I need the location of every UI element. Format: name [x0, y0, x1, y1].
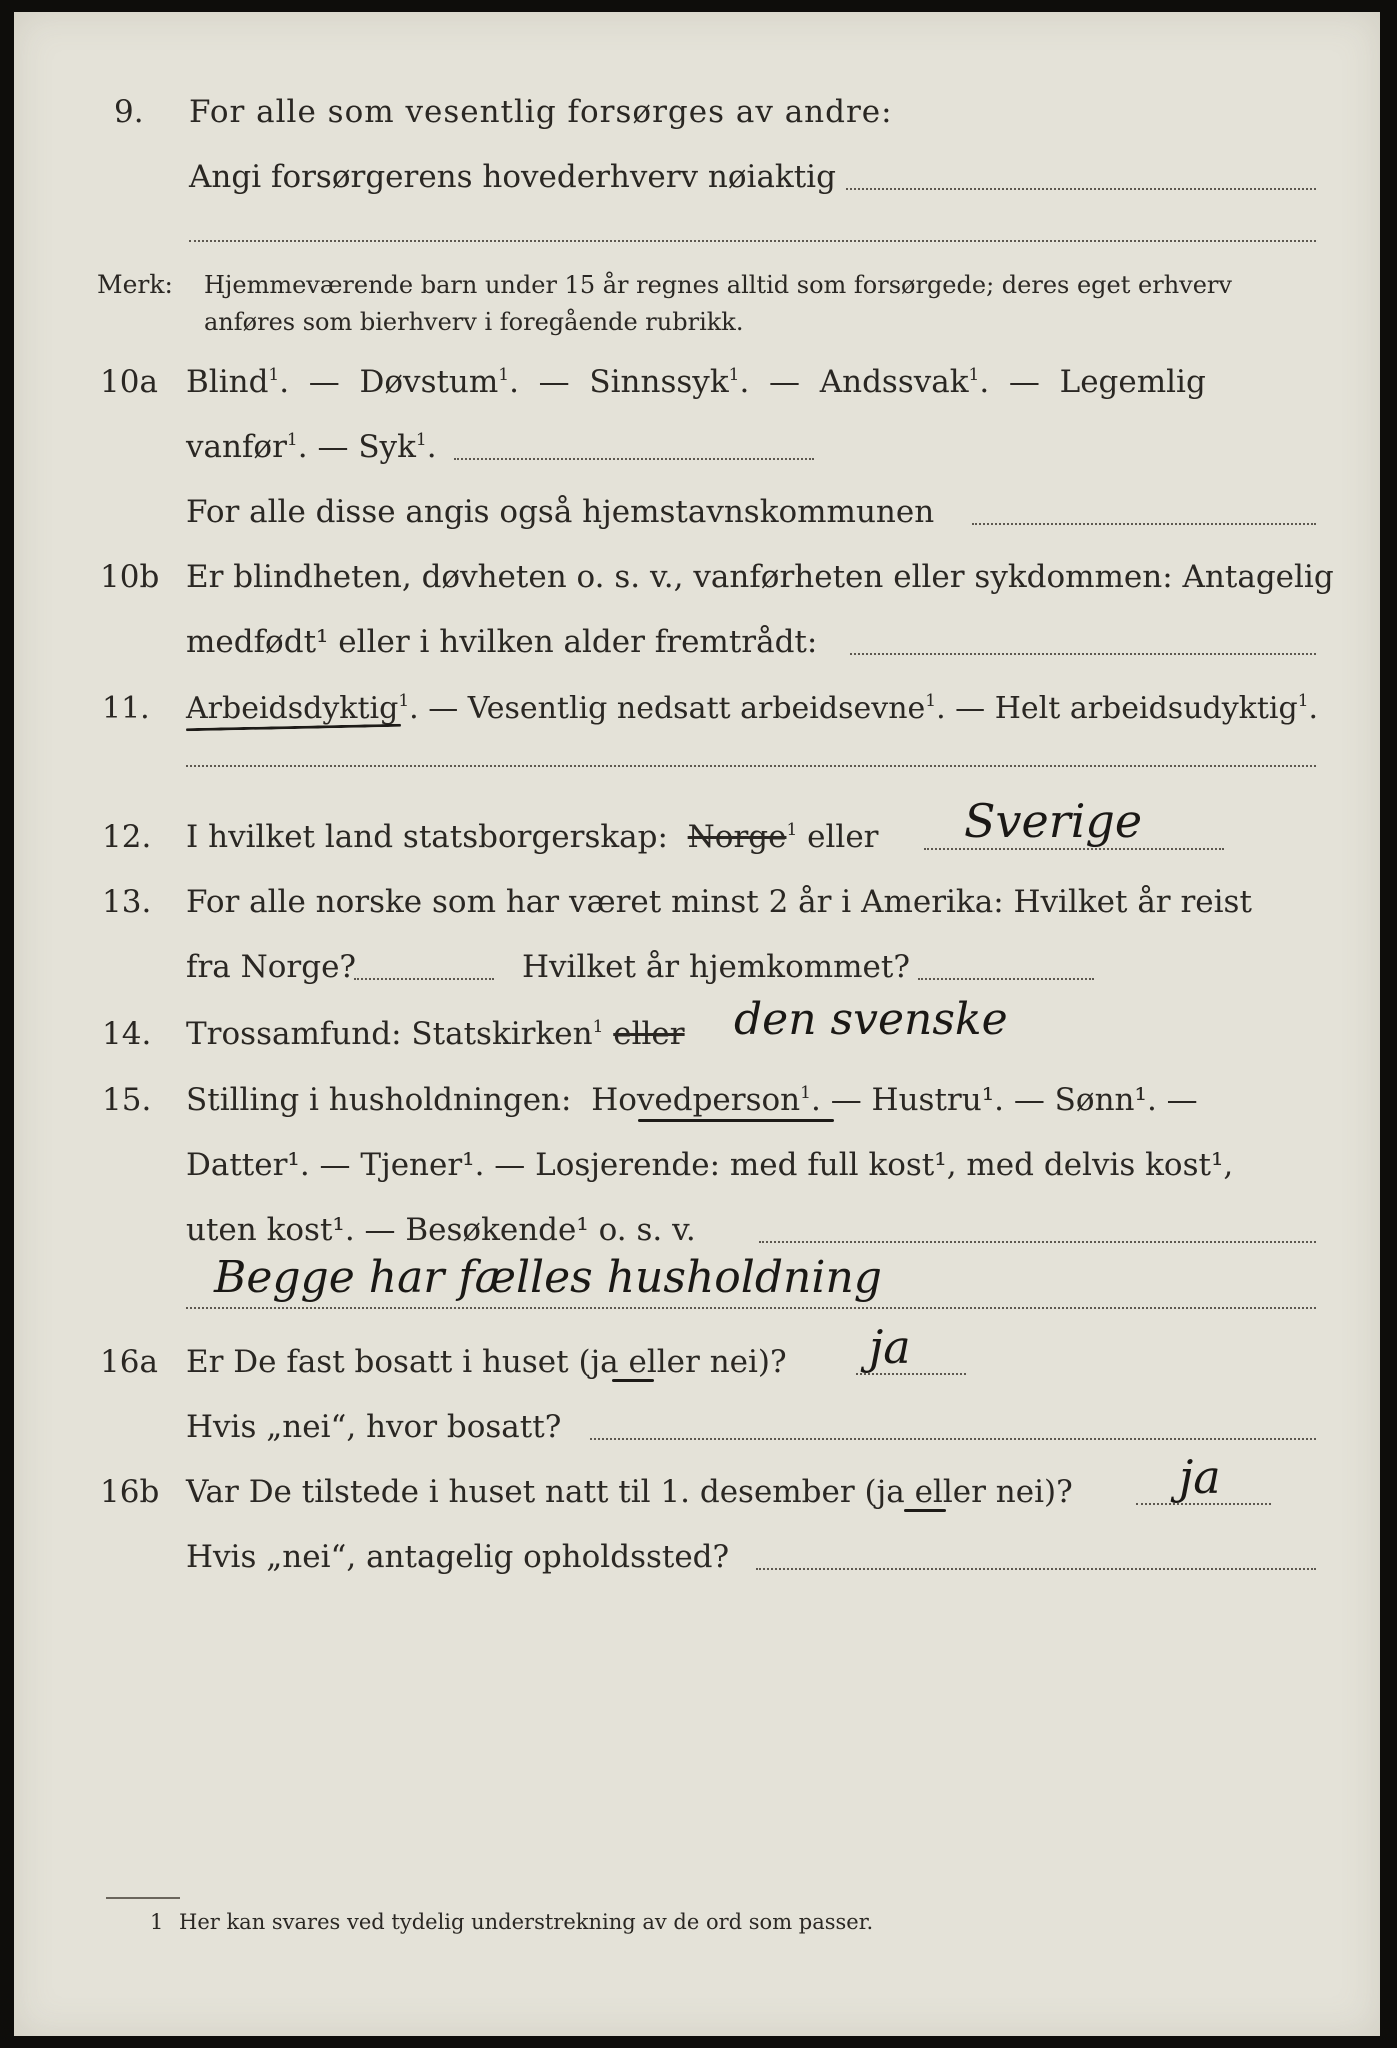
q9-text1: For alle som vesentlig forsørges av andre:: [189, 94, 893, 130]
q16a-line1: [14, 1337, 1380, 1387]
q10b-text1: Er blindheten, døvheten o. s. v., vanførheten eller sykdommen: Antagelig: [186, 559, 1334, 595]
q16b-number: 16b: [100, 1474, 160, 1510]
q10b-line2: [14, 617, 1380, 667]
q13-hjemkommet-line[interactable]: [918, 978, 1094, 980]
q13-reist-line[interactable]: [354, 978, 494, 980]
hovedperson-underline-mark: [638, 1119, 834, 1122]
footnote-text: Her kan svares ved tydelig understrekning av de ord som passer.: [179, 1910, 874, 1934]
q13-line1: [14, 877, 1380, 927]
q13-line2: [14, 942, 1380, 992]
footnote-rule: [106, 1897, 180, 1899]
merk-label: Merk:: [97, 270, 173, 299]
footnote-mark: 1: [150, 1910, 164, 1934]
q16a-text1: Er De fast bosatt i huset (ja eller nei)?: [186, 1344, 787, 1380]
q16b-opholdssted-line[interactable]: [756, 1568, 1316, 1570]
q13-text2a: fra Norge?: [186, 949, 357, 985]
q9-line1: [14, 87, 1380, 137]
opt-nedsatt[interactable]: Vesentlig nedsatt arbeidsevne: [467, 691, 926, 726]
q12-handwritten-answer: Sverige: [964, 794, 1143, 848]
q15-line1: 15. Stilling i husholdningen: Hovedperson$^1$. — Hustru¹. — Sønn¹. —: [14, 1075, 1380, 1125]
q9-line2: [14, 152, 1380, 202]
q16b-line1: [14, 1467, 1380, 1517]
q13-number: 13.: [102, 884, 152, 920]
opt-sinnssyk[interactable]: Sinnssyk: [589, 364, 729, 400]
q16a-ja-underline-mark: [612, 1379, 654, 1382]
q12-line: 12. I hvilket land statsborgerskap: Norge$^1$ eller: [14, 812, 1380, 862]
opt-syk[interactable]: Syk: [358, 429, 416, 465]
opt-blind[interactable]: Blind: [186, 364, 269, 400]
q10b-line1: [14, 552, 1380, 602]
q10a-text3: For alle disse angis også hjemstavnskommunen: [186, 494, 935, 530]
q14-text: Trossamfund: Statskirken: [186, 1016, 593, 1052]
q10b-text2: medfødt¹ eller i hvilken alder fremtrådt:: [186, 624, 818, 660]
q10a-line1: 10a Blind$^1$. — Døvstum$^1$. — Sinnssyk$^1$. — Andssvak$^1$. — Legemlig: [14, 357, 1380, 407]
q10b-number: 10b: [100, 559, 160, 595]
q11-answer-line[interactable]: [186, 765, 1316, 767]
q10a-kommune-line[interactable]: [972, 523, 1316, 525]
q16a-answer-line[interactable]: [856, 1373, 966, 1375]
q16b-handwritten-answer: ja: [1179, 1450, 1221, 1504]
q16a-handwritten-answer: ja: [869, 1320, 911, 1374]
q15-answer-line[interactable]: [759, 1241, 1316, 1243]
q14-number: 14.: [102, 1016, 152, 1052]
q12-eller: eller: [807, 819, 879, 855]
q11-line: 11. Arbeidsdyktig$^1$. — Vesentlig nedsatt arbeidsevne$^1$. — Helt arbeidsudyktig$^1$.: [14, 684, 1380, 734]
q14-line: 14. Trossamfund: Statskirken$^1$ eller: [14, 1009, 1380, 1059]
q12-answer-line[interactable]: [924, 848, 1224, 850]
q15-text2: Datter¹. — Tjener¹. — Losjerende: med full kost¹, med delvis kost¹,: [186, 1147, 1234, 1183]
opt-hovedperson[interactable]: Hovedperson: [591, 1082, 801, 1118]
q14-handwritten-answer: den svenske: [734, 994, 1008, 1045]
q13-text1: For alle norske som har været minst 2 år i Amerika: Hvilket år reist: [186, 884, 1252, 920]
q15-answer-line2[interactable]: [186, 1307, 1316, 1309]
opt-udyktig[interactable]: Helt arbeidsudyktig: [994, 691, 1298, 726]
q15-text1b: — Hustru¹. — Sønn¹. —: [830, 1082, 1198, 1118]
q10b-answer-line[interactable]: [850, 653, 1316, 655]
q9-number: 9.: [114, 94, 144, 130]
q10a-number: 10a: [100, 364, 158, 400]
q16b-text1: Var De tilstede i huset natt til 1. desember (ja eller nei)?: [186, 1474, 1073, 1510]
q15-line3: [14, 1205, 1380, 1255]
q16b-line2: [14, 1532, 1380, 1582]
q9-text2: Angi forsørgerens hovederhverv nøiaktig: [189, 159, 836, 195]
q9-answer-line2[interactable]: [189, 240, 1316, 242]
q11-number: 11.: [102, 691, 150, 726]
q16b-text2: Hvis „nei“, antagelig opholdssted?: [186, 1539, 730, 1575]
q9-answer-line[interactable]: [846, 188, 1316, 190]
opt-norge[interactable]: Norge: [687, 819, 787, 855]
q16b-ja-underline-mark: [904, 1509, 946, 1512]
opt-legemlig[interactable]: Legemlig: [1059, 364, 1206, 400]
q15-number: 15.: [102, 1082, 152, 1118]
merk-text1: Hjemmeværende barn under 15 år regnes alltid som forsørgede; deres eget erhverv: [204, 271, 1232, 299]
q13-text2b: Hvilket år hjemkommet?: [522, 949, 910, 985]
opt-andssvak[interactable]: Andssvak: [819, 364, 969, 400]
census-form-page: [14, 12, 1380, 2036]
opt-dovstum[interactable]: Døvstum: [359, 364, 499, 400]
merk-text2: anføres som bierhverv i foregående rubrikk.: [204, 308, 744, 336]
opt-arbeidsdyktig[interactable]: Arbeidsdyktig: [186, 691, 399, 726]
q14-eller: eller: [613, 1016, 685, 1052]
q10a-line2: vanfør$^1$. — Syk$^1$.: [186, 429, 437, 465]
q12-text: I hvilket land statsborgerskap:: [186, 819, 668, 855]
q16b-answer-line[interactable]: [1136, 1503, 1271, 1505]
q15-line2: [14, 1140, 1380, 1190]
merk-line2: [14, 304, 1380, 354]
opt-vanfor[interactable]: vanfør: [186, 429, 287, 465]
q10a-answer-line[interactable]: [454, 458, 814, 460]
q16a-number: 16a: [100, 1344, 158, 1380]
q10a-line3: [14, 487, 1380, 537]
q15-text3: uten kost¹. — Besøkende¹ o. s. v.: [186, 1212, 696, 1248]
q16a-bosatt-line[interactable]: [590, 1438, 1316, 1440]
q15-handwritten-answer: Begge har fælles husholdning: [214, 1252, 882, 1303]
q15-text1a: Stilling i husholdningen:: [186, 1082, 572, 1118]
q16a-text2: Hvis „nei“, hvor bosatt?: [186, 1409, 562, 1445]
q16a-line2: [14, 1402, 1380, 1452]
q12-number: 12.: [102, 819, 152, 855]
footnote: [14, 1907, 1380, 1937]
